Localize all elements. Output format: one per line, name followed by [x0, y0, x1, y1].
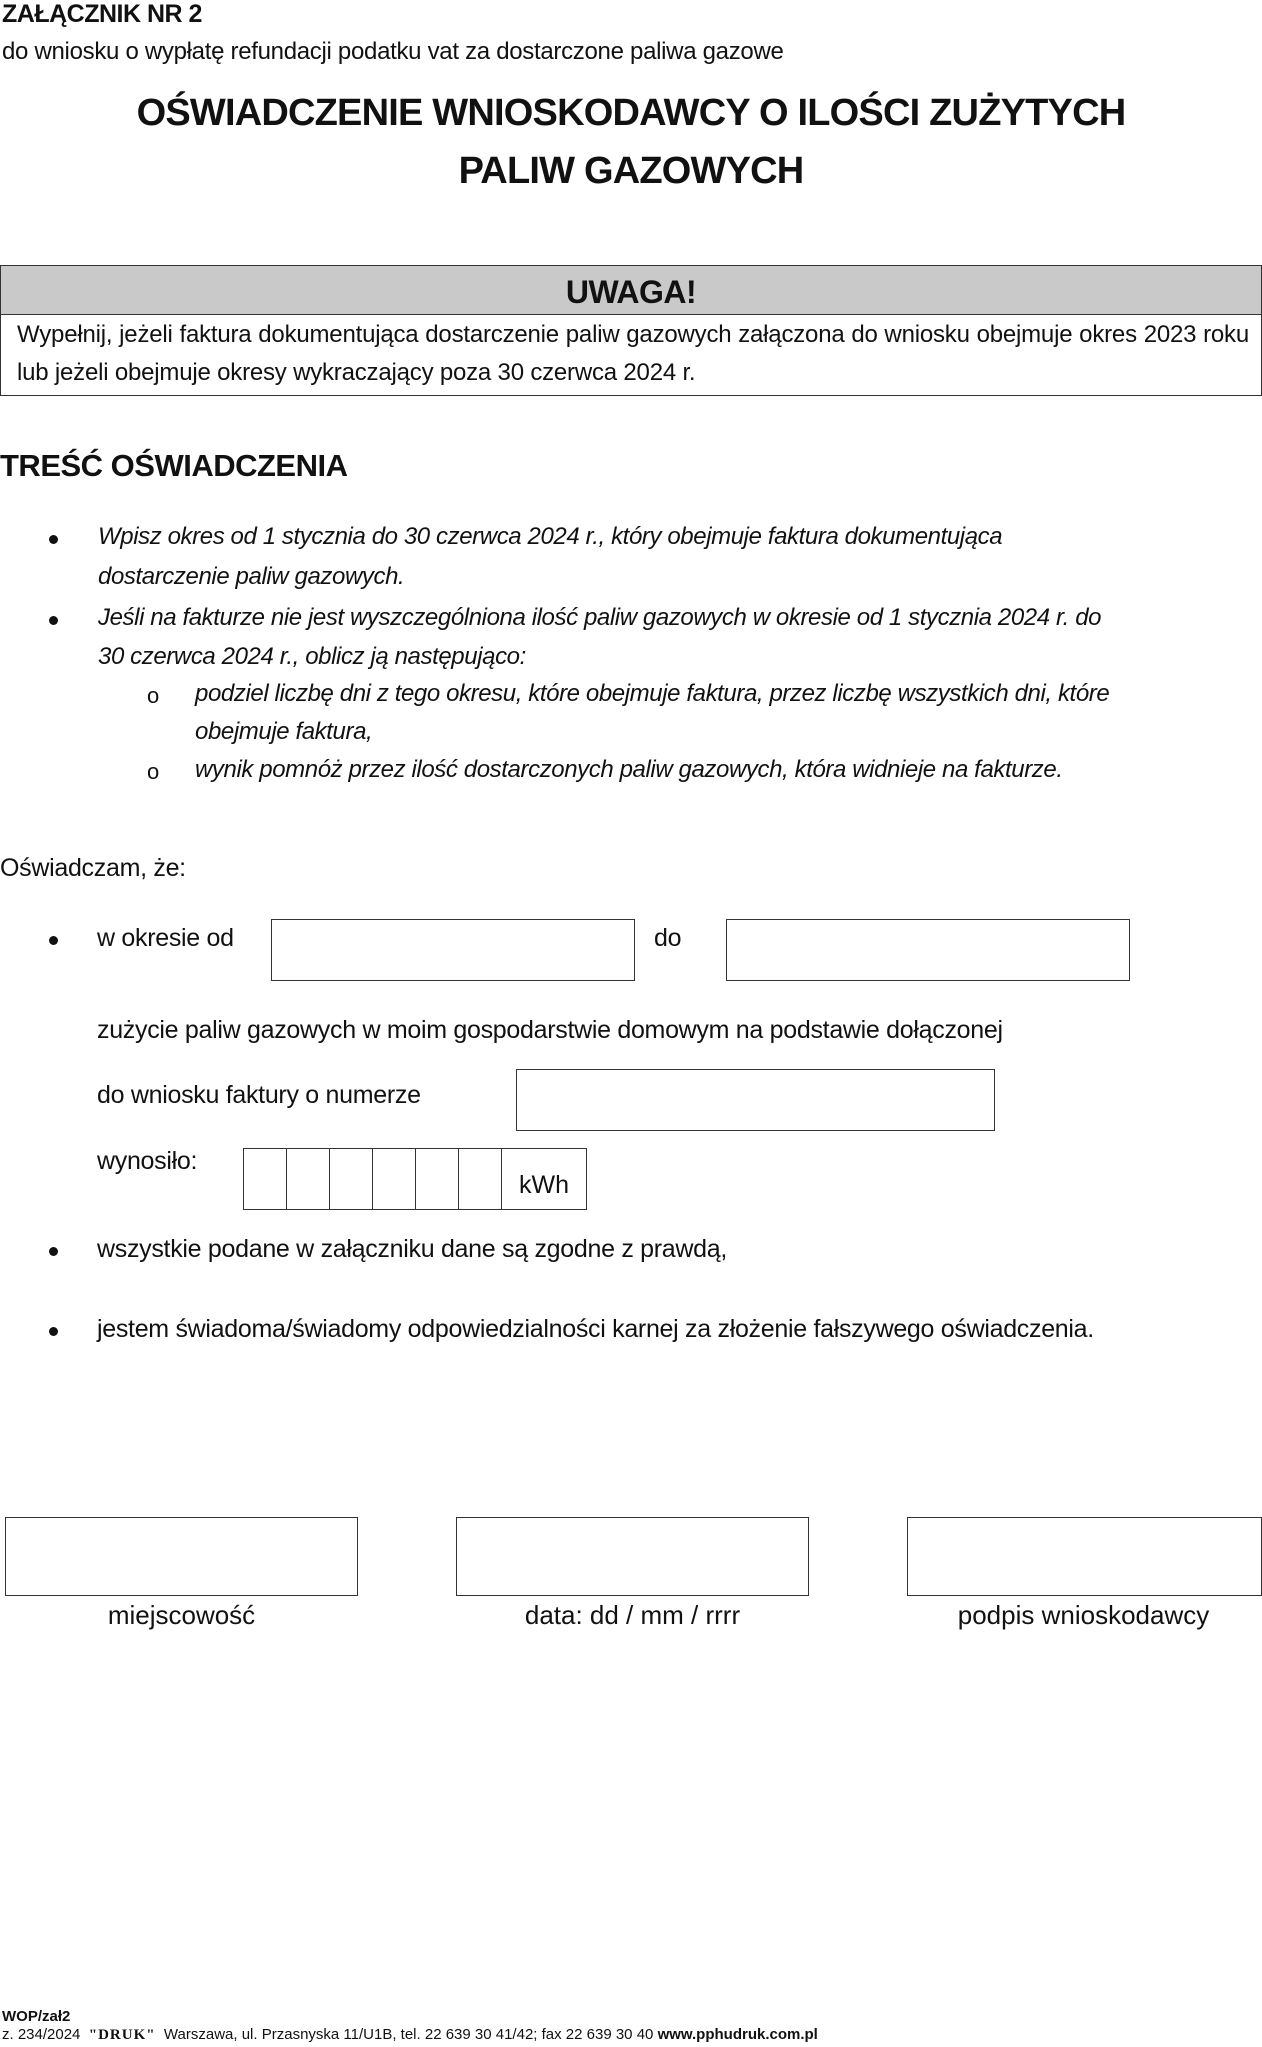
amount-digit-cell[interactable] [416, 1149, 459, 1209]
bullet-icon [49, 616, 58, 625]
form-code: WOP/zał2 [2, 2008, 71, 2025]
annex-number: ZAŁĄCZNIK NR 2 [2, 0, 202, 28]
period-to-field[interactable] [726, 919, 1130, 981]
amount-digit-cells [243, 1148, 587, 1210]
warning-box [0, 265, 1262, 396]
amount-unit: kWh [519, 1171, 569, 1199]
signature-field[interactable] [907, 1517, 1262, 1596]
warning-body: Wypełnij, jeżeli faktura dokumentująca dostarczenie paliw gazowych załączona do wniosku obejmuje okres 2023 roku lub jeżeli obejmuje okresy wykraczający poza 30 czerwca 2024 r. [17, 321, 1249, 386]
instruction-1-line2: dostarczenie paliw gazowych. [98, 563, 405, 590]
amount-digit-cell[interactable] [244, 1149, 287, 1209]
bullet-icon [49, 1327, 58, 1336]
document-title-line2: PALIW GAZOWYCH [458, 150, 804, 192]
amount-digit-cell[interactable] [373, 1149, 416, 1209]
annex-subtitle: do wniosku o wypłatę refundacji podatku vat za dostarczone paliwa gazowe [2, 38, 784, 65]
instruction-2-line2: 30 czerwca 2024 r., oblicz ją następująco: [98, 643, 526, 670]
bullet-icon [49, 936, 58, 945]
signature-label: podpis wnioskodawcy [957, 1600, 1210, 1630]
invoice-number-field[interactable] [516, 1069, 995, 1131]
bullet-icon [49, 535, 58, 544]
sub-instruction-1-line1: podziel liczbę dni z tego okresu, które obejmuje faktura, przez liczbę wszystkich dni, które [195, 680, 1110, 707]
warning-heading: UWAGA! [1, 266, 1261, 315]
declaration-intro: Oświadczam, że: [0, 854, 186, 882]
bullet-icon [49, 1247, 58, 1256]
instruction-2-line1: Jeśli na fakturze nie jest wyszczególniona ilość paliw gazowych w okresie od 1 stycznia 2024 r. do [98, 604, 1102, 631]
place-field[interactable] [5, 1517, 358, 1596]
printer-website[interactable]: www.pphudruk.com.pl [657, 2026, 818, 2043]
period-from-field[interactable] [271, 919, 635, 981]
printer-info [2, 2026, 818, 2044]
amount-label: wynosiło: [97, 1147, 198, 1175]
amount-digit-cell[interactable] [287, 1149, 330, 1209]
period-to-label: do [654, 924, 682, 952]
printer-address: Warszawa, ul. Przasnyska 11/U1B, tel. 22 639 30 41/42; fax 22 639 30 40 [163, 2026, 654, 2043]
amount-digit-cell[interactable] [459, 1149, 502, 1209]
amount-digit-cell[interactable] [330, 1149, 373, 1209]
usage-statement: zużycie paliw gazowych w moim gospodarstwie domowym na podstawie dołączonej [97, 1016, 1003, 1044]
liability-statement: jestem świadoma/świadomy odpowiedzialności karnej za złożenie fałszywego oświadczenia. [97, 1315, 1094, 1343]
period-from-label: w okresie od [97, 924, 234, 952]
document-title-line1: OŚWIADCZENIE WNIOSKODAWCY O ILOŚCI ZUŻYTYCH [136, 92, 1126, 134]
date-label: data: dd / mm / rrrr [524, 1600, 741, 1630]
order-number: z. 234/2024 [2, 2026, 81, 2043]
instruction-1-line1: Wpisz okres od 1 stycznia do 30 czerwca 2024 r., który obejmuje faktura dokumentująca [98, 523, 1003, 550]
invoice-number-label: do wniosku faktury o numerze [97, 1081, 421, 1109]
printer-name: "DRUK" [88, 2027, 156, 2043]
place-label: miejscowość [107, 1600, 256, 1630]
sub-instruction-1-line2: obejmuje faktura, [195, 718, 373, 745]
date-field[interactable] [456, 1517, 809, 1596]
circle-bullet-icon: o [147, 683, 160, 708]
section-title: TREŚĆ OŚWIADCZENIA [0, 448, 348, 483]
truth-statement: wszystkie podane w załączniku dane są zgodne z prawdą, [97, 1235, 728, 1263]
circle-bullet-icon: o [147, 759, 160, 784]
sub-instruction-2: wynik pomnóż przez ilość dostarczonych paliw gazowych, która widnieje na fakturze. [195, 756, 1063, 783]
